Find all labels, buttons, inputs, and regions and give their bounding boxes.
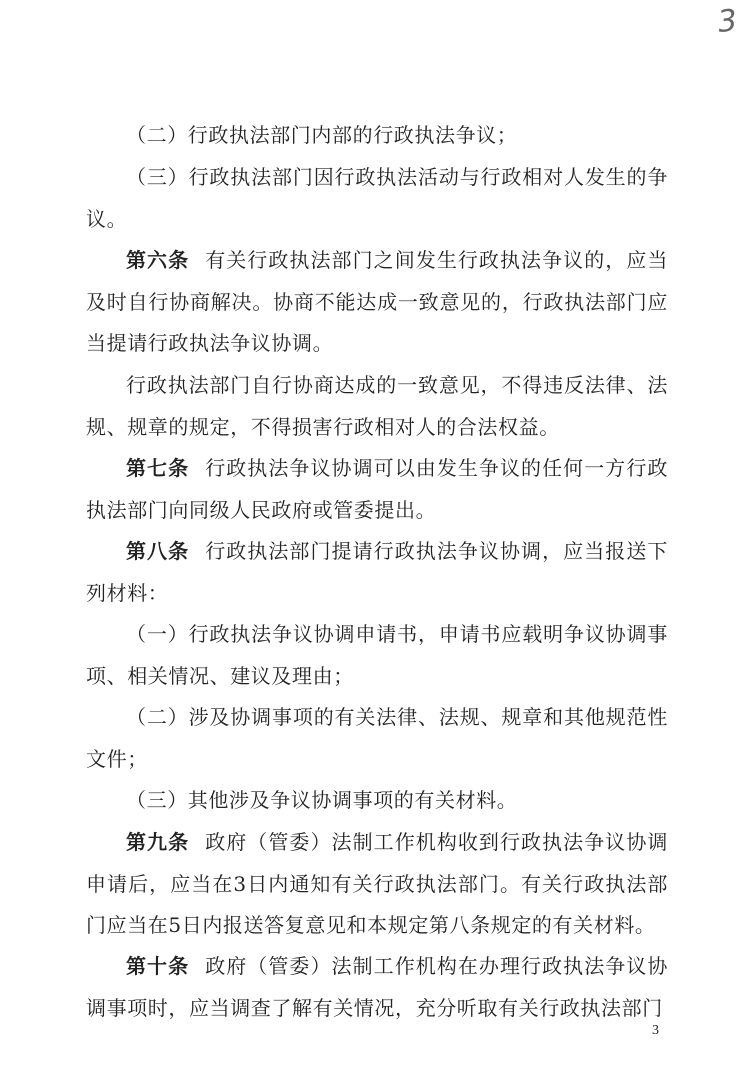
article-text: 行政执法争议协调可以由发生争议的任何一方行政执法部门向同级人民政府或管委提出。 [86,456,668,522]
article-9 [86,822,668,947]
article-heading: 第九条 [126,830,190,854]
paragraph-text: （一）行政执法争议协调申请书，申请书应载明争议协调事项、相关情况、建议及理由； [86,622,668,688]
article-heading: 第八条 [126,539,190,563]
article-heading: 第六条 [126,248,190,272]
article-text: 政府（管委）法制工作机构收到行政执法争议协调申请后，应当在3日内通知有关行政执法部门。有关行政执法部门应当在5日内报送答复意见和本规定第八条规定的有关材料。 [86,830,668,937]
paragraph-text: （三）其他涉及争议协调事项的有关材料。 [126,788,518,812]
article-8 [86,531,668,614]
material-item-3 [86,780,668,822]
handwritten-page-mark: 3 [716,3,739,40]
material-item-1 [86,614,668,697]
article-10 [86,946,668,1029]
page-number: 3 [652,1023,659,1038]
paragraph-text: （二）涉及协调事项的有关法律、法规、规章和其他规范性文件； [86,705,668,771]
paragraph-text: （二）行政执法部门内部的行政执法争议； [126,123,518,147]
article-7 [86,448,668,531]
article-text: 有关行政执法部门之间发生行政执法争议的，应当及时自行协商解决。协商不能达成一致意见的，行政执法部门应当提请行政执法争议协调。 [86,248,668,355]
article-heading: 第十条 [126,954,190,978]
paragraph-item-3 [86,157,668,240]
paragraph-text: 行政执法部门自行协商达成的一致意见，不得违反法律、法规、规章的规定，不得损害行政相对人的合法权益。 [86,373,668,439]
paragraph-item-2 [86,115,668,157]
material-item-2 [86,697,668,780]
paragraph-text: （三）行政执法部门因行政执法活动与行政相对人发生的争议。 [86,165,668,231]
article-text: 政府（管委）法制工作机构在办理行政执法争议协调事项时，应当调查了解有关情况，充分听取有关行政执法部门 [86,954,668,1020]
article-heading: 第七条 [126,456,190,480]
article-text: 行政执法部门提请行政执法争议协调，应当报送下列材料： [86,539,668,605]
article-6 [86,240,668,365]
article-6-paragraph-2 [86,365,668,448]
